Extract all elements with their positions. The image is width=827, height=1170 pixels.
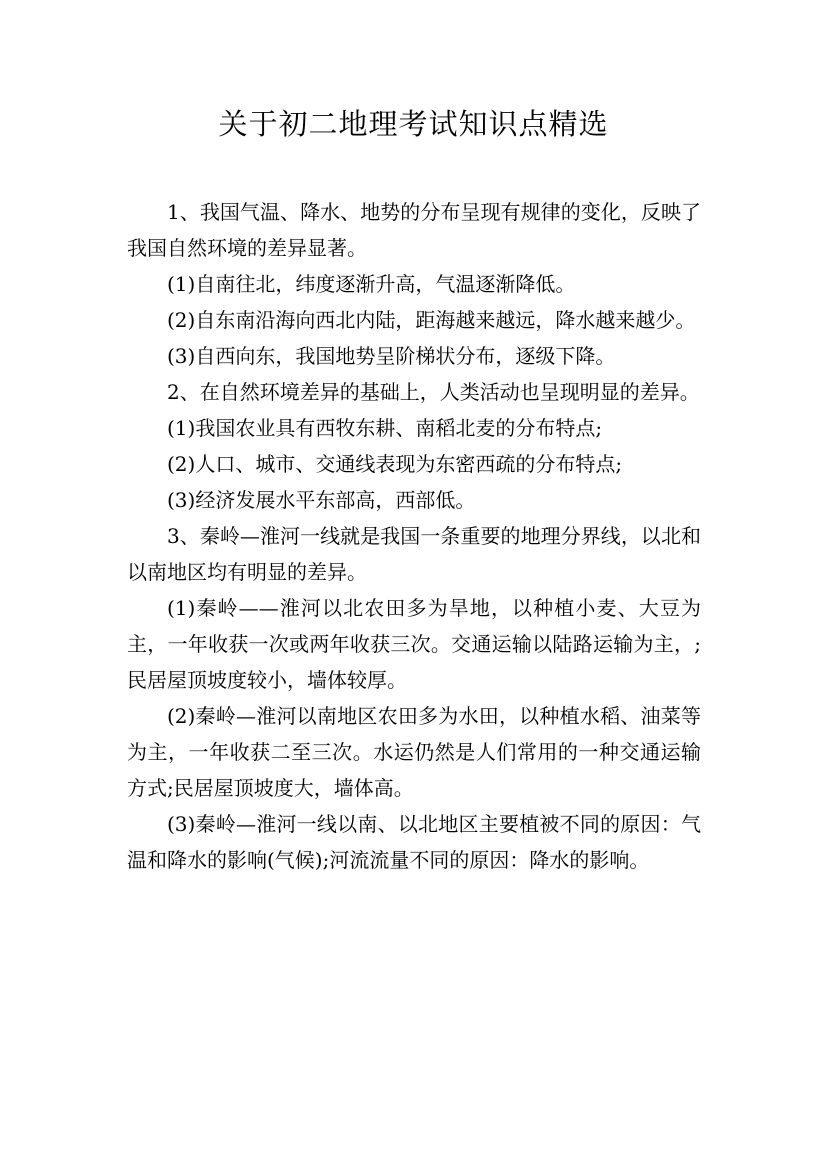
paragraph: (2)人口、城市、交通线表现为东密西疏的分布特点; xyxy=(167,452,623,476)
document-body xyxy=(127,194,701,878)
paragraph: (3)经济发展水平东部高，西部低。 xyxy=(167,488,476,512)
paragraph: (1)我国农业具有西牧东耕、南稻北麦的分布特点; xyxy=(167,416,603,440)
paragraph: (3)自西向东，我国地势呈阶梯状分布，逐级下降。 xyxy=(167,344,616,368)
paragraph: 1、我国气温、降水、地势的分布呈现有规律的变化，反映了我国自然环境的差异显著。 xyxy=(127,200,701,260)
document-title: 关于初二地理考试知识点精选 xyxy=(218,107,609,141)
paragraph: (1)自南往北，纬度逐渐升高，气温逐渐降低。 xyxy=(167,272,576,296)
paragraph: (2)自东南沿海向西北内陆，距海越来越远，降水越来越少。 xyxy=(167,308,696,332)
paragraph: 3、秦岭—淮河一线就是我国一条重要的地理分界线，以北和以南地区均有明显的差异。 xyxy=(127,524,701,584)
paragraph: (3)秦岭—淮河一线以南、以北地区主要植被不同的原因：气温和降水的影响(气候);河流流量不同的原因：降水的影响。 xyxy=(127,812,701,872)
paragraph: (1)秦岭——淮河以北农田多为旱地，以种植小麦、大豆为主，一年收获一次或两年收获三次。交通运输以陆路运输为主，;民居屋顶坡度较小，墙体较厚。 xyxy=(127,596,701,692)
paragraph: 2、在自然环境差异的基础上，人类活动也呈现明显的差异。 xyxy=(167,380,700,404)
paragraph: (2)秦岭—淮河以南地区农田多为水田，以种植水稻、油菜等为主，一年收获二至三次。水运仍然是人们常用的一种交通运输方式;民居屋顶坡度大，墙体高。 xyxy=(127,704,701,800)
